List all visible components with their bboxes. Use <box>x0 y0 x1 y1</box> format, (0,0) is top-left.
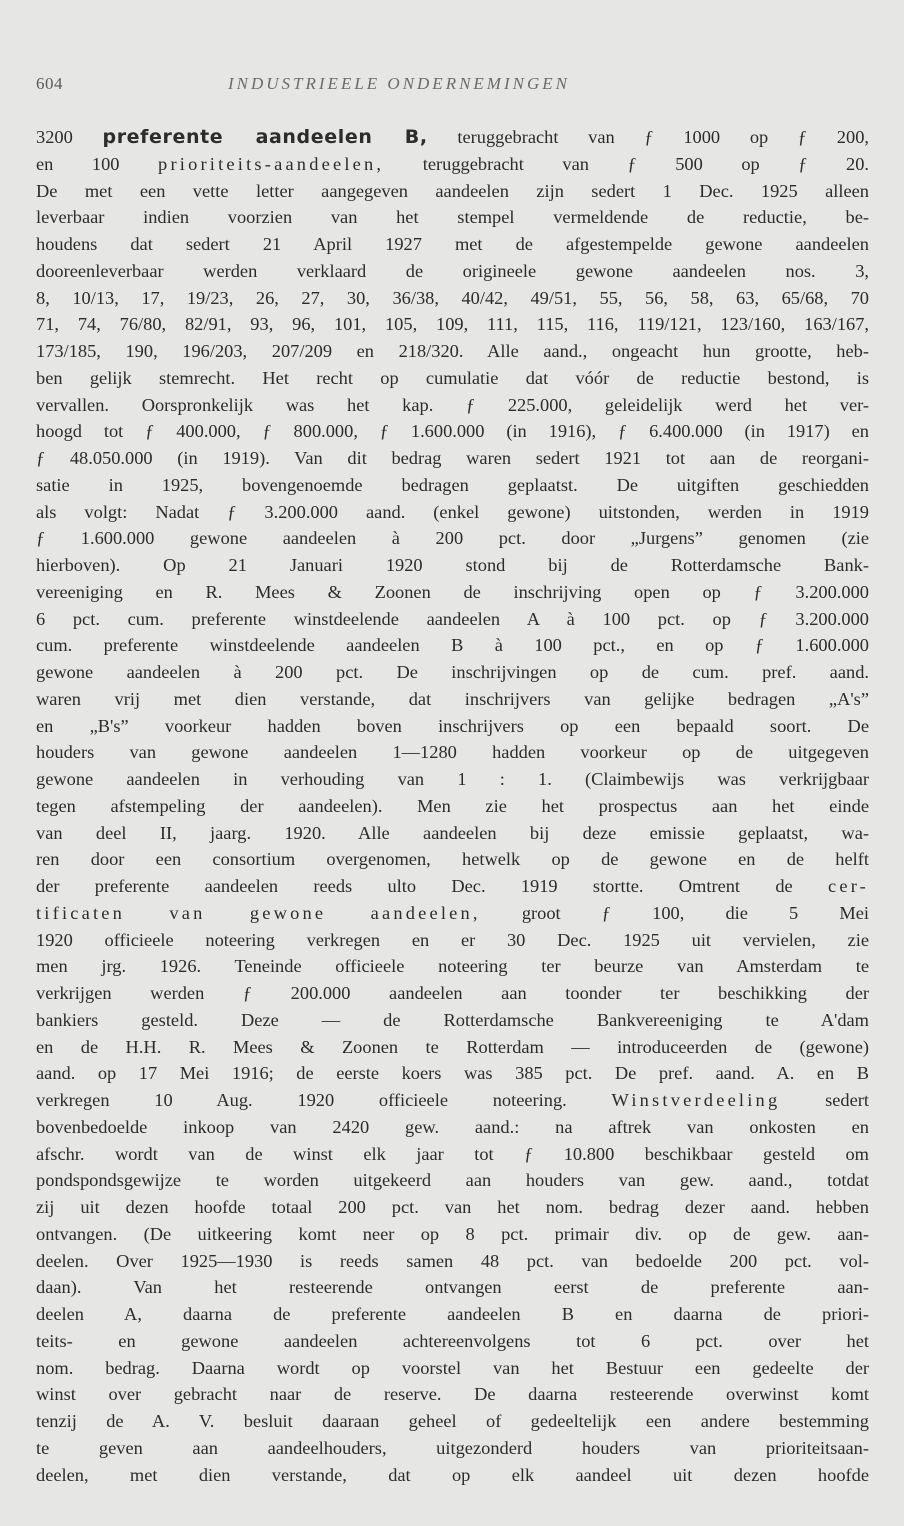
text-line <box>36 552 869 579</box>
text-segment: ben gelijk stemrecht. Het recht op cumulatie dat vóór de reductie bestond, is <box>36 367 869 388</box>
text-segment: hierboven). Op 21 Januari 1920 stond bij de Rotterdamsche Bank- <box>36 555 869 575</box>
text-line <box>36 1087 869 1114</box>
text-segment: ƒ 48.050.000 (in 1919). Van dit bedrag waren sedert 1921 tot aan de reorgani- <box>36 448 869 468</box>
text-line <box>36 1221 869 1248</box>
text-line <box>36 632 869 659</box>
text-line <box>36 980 869 1007</box>
text-segment: satie in 1925, bovengenoemde bedragen geplaatst. De uitgiften geschiedden <box>36 474 869 495</box>
spaced-term: prioriteits-aandeelen, <box>158 153 385 174</box>
page-header <box>36 74 868 98</box>
text-segment: gewone aandeelen in verhouding van 1 : 1. (Claimbewijs was verkrijgbaar <box>36 769 869 789</box>
text-segment: 8, 10/13, 17, 19/23, 26, 27, 30, 36/38, 40/42, 49/51, 55, 56, 58, 63, 65/68, 70 <box>36 287 869 308</box>
text-line <box>36 1141 869 1168</box>
text-line <box>36 659 869 686</box>
body-paragraph <box>36 124 869 1488</box>
text-line <box>36 178 869 205</box>
text-line <box>36 1355 869 1382</box>
text-segment: van deel II, jaarg. 1920. Alle aandeelen bij deze emissie geplaatst, wa- <box>36 822 869 843</box>
text-line <box>36 686 869 713</box>
text-line <box>36 311 869 338</box>
text-segment: 173/185, 190, 196/203, 207/209 en 218/320. Alle aand., ongeacht hun grootte, heb- <box>36 341 869 361</box>
text-line <box>36 1007 869 1034</box>
text-line <box>36 151 869 178</box>
text-segment: 3200 <box>36 127 103 147</box>
text-segment: verkregen 10 Aug. 1920 officieele noteering. <box>36 1090 612 1110</box>
text-segment: De met een vette letter aangegeven aandeelen zijn sedert 1 Dec. 1925 alleen <box>36 180 869 201</box>
text-segment: en 100 <box>36 153 159 174</box>
running-title: INDUSTRIEELE ONDERNEMINGEN <box>228 74 570 93</box>
text-segment: teruggebracht van ƒ 500 op ƒ 20. <box>384 153 869 174</box>
text-line <box>36 713 869 740</box>
bold-term: preferente aandeelen B, <box>102 126 428 148</box>
text-line <box>36 525 869 552</box>
text-line <box>36 953 869 980</box>
text-segment: houdens dat sedert 21 April 1927 met de afgestempelde gewone aandeelen <box>36 234 869 254</box>
text-segment: ontvangen. (De uitkeering komt neer op 8 pct. primair div. op de gew. aan- <box>36 1223 869 1244</box>
text-segment: tenzij de A. V. besluit daaraan geheel of gedeeltelijk een andere bestemming <box>36 1411 869 1431</box>
text-segment: leverbaar indien voorzien van het stempel vermeldende de reductie, be- <box>36 207 869 228</box>
text-segment: gewone aandeelen à 200 pct. De inschrijvingen op de cum. pref. aand. <box>36 662 869 682</box>
text-segment: houders van gewone aandeelen 1—1280 hadden voorkeur op de uitgegeven <box>36 742 869 763</box>
text-segment: afschr. wordt van de winst elk jaar tot ƒ 10.800 beschikbaar gesteld om <box>36 1143 869 1164</box>
text-segment: en de H.H. R. Mees & Zoonen te Rotterdam — introduceerden de (gewone) <box>36 1036 869 1057</box>
text-segment: nom. bedrag. Daarna wordt op voorstel van het Bestuur een gedeelte der <box>36 1357 869 1378</box>
text-segment: deelen, met dien verstande, dat op elk aandeel uit dezen hoofde <box>36 1464 869 1485</box>
text-line <box>36 793 869 820</box>
text-line <box>36 1248 869 1275</box>
text-line <box>36 124 869 151</box>
text-segment: deelen. Over 1925—1930 is reeds samen 48 pct. van bedoelde 200 pct. vol- <box>36 1250 869 1271</box>
text-line <box>36 900 869 927</box>
text-segment: 6 pct. cum. preferente winstdeelende aandeelen A à 100 pct. op ƒ 3.200.000 <box>36 608 869 629</box>
text-segment: cum. preferente winstdeelende aandeelen B à 100 pct., en op ƒ 1.600.000 <box>36 635 869 656</box>
text-segment: dooreenleverbaar werden verklaard de origineele gewone aandeelen nos. 3, <box>36 260 869 281</box>
text-line <box>36 1034 869 1061</box>
text-line <box>36 1274 869 1301</box>
text-line <box>36 766 869 793</box>
text-line <box>36 392 869 419</box>
text-segment: teruggebracht van ƒ 1000 op ƒ 200, <box>427 127 869 147</box>
text-line <box>36 418 869 445</box>
text-segment: zij uit dezen hoofde totaal 200 pct. van het nom. bedrag dezer aand. hebben <box>36 1197 869 1217</box>
text-line <box>36 1381 869 1408</box>
text-line <box>36 1060 869 1087</box>
text-line <box>36 338 869 365</box>
text-segment: vervallen. Oorspronkelijk was het kap. ƒ 225.000, geleidelijk werd het ver- <box>36 394 869 415</box>
text-segment: daan). Van het resteerende ontvangen eerst de preferente aan- <box>36 1277 869 1298</box>
text-segment: teits- en gewone aandeelen achtereenvolgens tot 6 pct. over het <box>36 1330 869 1351</box>
text-segment: tegen afstempeling der aandeelen). Men zie het prospectus aan het einde <box>36 795 869 816</box>
text-line <box>36 231 869 258</box>
text-segment: hoogd tot ƒ 400.000, ƒ 800.000, ƒ 1.600.000 (in 1916), ƒ 6.400.000 (in 1917) en <box>36 421 869 442</box>
text-segment: men jrg. 1926. Teneinde officieele noteering ter beurze van Amsterdam te <box>36 956 869 977</box>
text-line <box>36 927 869 954</box>
text-segment: waren vrij met dien verstande, dat inschrijvers van gelijke bedragen „A's” <box>36 688 869 709</box>
text-line <box>36 1167 869 1194</box>
spaced-term: cer- <box>827 876 869 896</box>
text-line <box>36 1194 869 1221</box>
text-segment: ƒ 1.600.000 gewone aandeelen à 200 pct. door „Jurgens” genomen (zie <box>36 528 869 549</box>
text-segment: verkrijgen werden ƒ 200.000 aandeelen aan toonder ter beschikking der <box>36 983 869 1003</box>
text-line <box>36 1301 869 1328</box>
text-segment: pondspondsgewijze te worden uitgekeerd aan houders van gew. aand., totdat <box>36 1170 869 1191</box>
text-line <box>36 499 869 526</box>
text-line <box>36 472 869 499</box>
text-line <box>36 1328 869 1355</box>
text-line <box>36 846 869 873</box>
text-line <box>36 365 869 392</box>
text-line <box>36 285 869 312</box>
text-segment: ren door een consortium overgenomen, hetwelk op de gewone en de helft <box>36 849 869 870</box>
spaced-term: Winstverdeeling <box>611 1090 781 1110</box>
spaced-term: tificaten van gewone aandeelen, <box>36 902 481 923</box>
text-line <box>36 606 869 633</box>
text-segment: bankiers gesteld. Deze — de Rotterdamsche Bankvereeniging te A'dam <box>36 1009 869 1030</box>
page-number: 604 <box>36 74 63 93</box>
text-segment: der preferente aandeelen reeds ulto Dec. 1919 stortte. Omtrent de <box>36 876 828 896</box>
text-segment: te geven aan aandeelhouders, uitgezonderd houders van prioriteitsaan- <box>36 1437 869 1458</box>
text-line <box>36 1435 869 1462</box>
text-segment: sedert <box>780 1090 869 1110</box>
text-line <box>36 873 869 900</box>
text-segment: aand. op 17 Mei 1916; de eerste koers was 385 pct. De pref. aand. A. en B <box>36 1063 869 1084</box>
text-segment: als volgt: Nadat ƒ 3.200.000 aand. (enkel gewone) uitstonden, werden in 1919 <box>36 501 869 522</box>
text-segment: bovenbedoelde inkoop van 2420 gew. aand.: na aftrek van onkosten en <box>36 1116 869 1137</box>
text-line <box>36 820 869 847</box>
text-line <box>36 1114 869 1141</box>
text-segment: winst over gebracht naar de reserve. De daarna resteerende overwinst komt <box>36 1384 869 1405</box>
text-segment: en „B's” voorkeur hadden boven inschrijvers op een bepaald soort. De <box>36 715 869 736</box>
text-line <box>36 204 869 231</box>
text-segment: deelen A, daarna de preferente aandeelen B en daarna de priori- <box>36 1304 869 1324</box>
text-segment: 1920 officieele noteering verkregen en er 30 Dec. 1925 uit vervielen, zie <box>36 929 869 950</box>
text-line <box>36 579 869 606</box>
text-line <box>36 739 869 766</box>
text-line <box>36 258 869 285</box>
text-line <box>36 1408 869 1435</box>
text-segment: groot ƒ 100, die 5 Mei <box>480 902 869 923</box>
text-line <box>36 1462 869 1489</box>
text-segment: vereeniging en R. Mees & Zoonen de inschrijving open op ƒ 3.200.000 <box>36 581 869 602</box>
text-line <box>36 445 869 472</box>
text-segment: 71, 74, 76/80, 82/91, 93, 96, 101, 105, 109, 111, 115, 116, 119/121, 123/160, 163/167, <box>36 314 869 335</box>
